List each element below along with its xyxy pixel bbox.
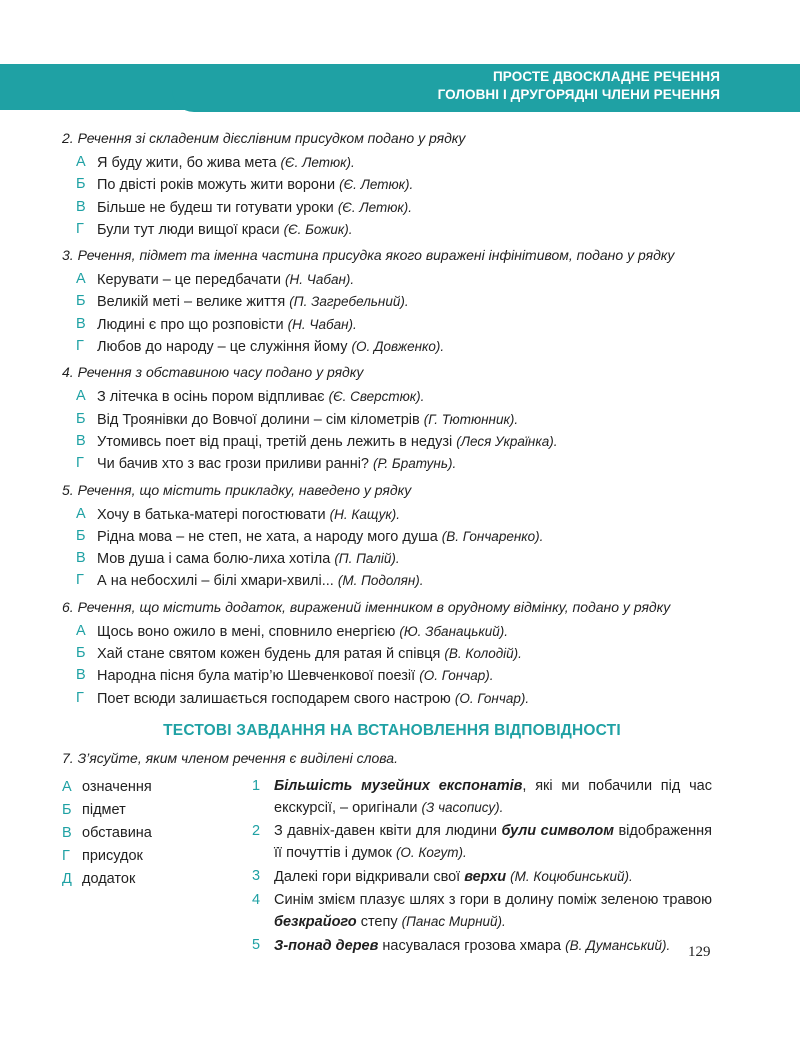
sentence-fragment: степу [356,913,402,930]
sentence-text [274,821,712,864]
chapter-header-line2: ГОЛОВНІ І ДРУГОРЯДНІ ЧЛЕНИ РЕЧЕННЯ [437,87,720,102]
sentence-number: 4 [252,891,261,908]
answer-option [62,174,722,196]
option-body [97,152,355,174]
answer-option [62,621,722,643]
option-body [97,174,413,196]
sentences-column [252,776,712,959]
answer-option [62,643,722,665]
answer-option [62,665,722,687]
option-source: (О. Довженко). [351,339,445,355]
answer-option [62,453,722,475]
answer-option [62,386,722,408]
option-source: (Є. Летюк). [280,155,355,170]
option-text: Великій меті – велике життя [97,294,290,311]
option-body [97,269,354,291]
sentence-text [274,866,712,888]
option-text: Утомивсь поет від праці, третій день лежить в недузі [97,433,457,450]
answer-option [62,336,722,358]
answer-option [62,291,722,313]
sentence-fragment: насувалася грозова хмара [378,937,566,954]
option-source: (Р. Братунь). [373,456,457,472]
matching-option [62,845,252,868]
answer-option [62,526,722,548]
matching-letter: Б [62,801,72,818]
matching-term: означення [82,778,152,795]
option-source: (Є. Летюк). [337,199,412,215]
option-text: Рідна мова – не степ, не хата, а народу мого душа [97,528,442,545]
option-text: Від Троянівки до Вовчої долини – сім кілометрів [97,411,424,428]
option-body [97,526,543,548]
option-text: По двісті років можуть жити ворони [97,177,340,194]
option-letter: А [76,388,86,405]
option-text: Я буду жити, бо жива мета [97,155,281,171]
matching-option [62,799,252,822]
questions-list [62,128,722,710]
sentence-fragment: , які ми побачили під час екскурсії, – оригінали [274,777,712,816]
option-text: Людині є про що розповісти [97,316,288,333]
option-letter: А [76,271,86,288]
option-letter: Г [76,220,84,237]
option-source: (М. Подолян). [337,573,424,589]
option-letter: В [76,432,86,449]
option-text: Поет всюди залишається господарем свого настрою [97,690,455,707]
option-body [97,314,357,336]
option-letter: В [76,198,86,215]
section-heading: ТЕСТОВІ ЗАВДАННЯ НА ВСТАНОВЛЕННЯ ВІДПОВІДНОСТІ [163,721,621,739]
option-source: (Є. Божик). [283,221,353,237]
option-body [97,219,353,241]
option-text: Щось воно ожило в мені, сповнило енергією [97,623,400,640]
option-letter: А [76,154,86,170]
option-letter: Б [76,293,86,310]
sentence-fragment: Синім змієм плазує шлях з гори в долину поміж зеленою травою [274,891,712,908]
page-content [62,128,722,959]
answer-option [62,409,722,431]
answer-options-column [62,776,252,959]
matching-option [62,776,252,799]
sentence-number: 3 [252,867,261,884]
answer-option [62,504,722,526]
option-source: (О. Гончар). [419,668,494,684]
sentence-fragment: відображення її почуттів і думок [274,822,712,861]
option-body [97,665,494,687]
matching-term: додаток [82,870,136,887]
option-body [97,688,529,710]
sentence-source: (З часопису). [421,799,504,815]
option-body [97,409,518,431]
option-source: (П. Палій). [334,551,400,567]
option-body [97,453,456,475]
option-letter: Б [76,176,86,193]
matching-sentence [252,935,712,957]
answer-option [62,431,722,453]
option-source: (О. Гончар). [454,690,530,706]
option-body [97,548,400,570]
sentence-number: 1 [252,777,261,794]
answer-options [62,504,722,593]
answer-options [62,621,722,710]
matching-option [62,822,252,845]
answer-option [62,548,722,570]
matching-term: підмет [82,801,126,818]
sentence-number: 2 [252,822,261,839]
matching-term: обставина [82,824,152,841]
option-letter: Г [76,689,84,706]
option-text: Більше не будеш ти готувати уроки [97,199,338,216]
question-prompt: 3. Речення, підмет та іменна частина присудка якого виражені інфінітивом, подано у рядку [62,247,675,264]
option-source: (Є. Летюк). [339,177,414,193]
option-letter: Г [76,572,84,589]
chapter-header-line1: ПРОСТЕ ДВОСКЛАДНЕ РЕЧЕННЯ [492,69,720,84]
option-text: Мов душа і сама болю-лиха хотіла [97,551,335,568]
matching-letter: В [62,824,72,841]
option-source: (Н. Чабан). [287,316,357,332]
option-letter: Б [76,527,86,544]
answer-option [62,688,722,710]
sentence-source: (Панас Мирний). [401,913,506,929]
option-letter: А [76,505,86,522]
option-letter: В [76,315,86,332]
sentence-number: 5 [252,936,261,953]
option-text: Любов до народу – це служіння йому [97,339,352,356]
option-letter: Г [76,338,84,355]
option-source: (Ю. Збанацький). [399,623,508,639]
matching-task [62,776,722,959]
option-source: (Леся Українка). [456,433,558,449]
option-text: Були тут люди вищої краси [97,221,284,238]
option-letter: В [76,667,86,684]
option-letter: Б [76,410,86,427]
chapter-header [438,68,720,104]
highlighted-words: Більшість музейних експонатів [274,777,523,794]
question-prompt: 6. Речення, що містить додаток, виражений іменником в орудному відмінку, подано у рядку [62,598,671,615]
option-source: (В. Колодій). [444,646,522,662]
option-body [97,291,409,313]
option-body [97,386,424,408]
sentence-text [274,776,712,819]
answer-option [62,570,722,592]
answer-option [62,197,722,219]
option-text: З літечка в осінь пором відпливає [97,389,329,406]
option-source: (П. Загребельний). [289,294,409,310]
option-body [97,197,412,219]
sentence-source: (В. Думанський). [565,937,671,953]
sentence-fragment: Далекі гори відкривали свої [274,868,465,885]
sentence-text [274,935,712,957]
matching-option [62,868,252,891]
option-body [97,621,508,643]
option-body [97,643,522,665]
question-prompt: 4. Речення з обставиною часу подано у рядку [62,364,364,381]
option-text: Народна пісня була матір’ю Шевченкової поезії [97,668,420,685]
question-prompt: 2. Речення зі складеним дієслівним присудком подано у рядку [62,130,466,146]
matching-sentence [252,821,712,864]
option-source: (В. Гончаренко). [441,528,544,544]
answer-option [62,219,722,241]
matching-term: присудок [82,847,143,864]
highlighted-words: верхи [464,868,507,885]
answer-option [62,314,722,336]
answer-options [62,152,722,241]
page-number: 129 [688,944,711,960]
highlighted-words: З-понад дерев [274,937,379,954]
option-text: Хай стане святом кожен будень для ратая й співця [97,646,445,663]
answer-option [62,152,722,174]
sentence-text [274,890,712,933]
answer-options [62,269,722,358]
sentence-source: (О. Когут). [395,844,467,860]
question-prompt: 5. Речення, що містить прикладку, наведено у рядку [62,481,412,498]
sentence-source: (М. Коцюбинський). [510,868,633,884]
matching-letter: Д [62,870,72,887]
option-letter: А [76,622,86,639]
matching-letter: Г [62,847,70,864]
option-letter: В [76,550,86,567]
option-text: Хочу в батька-матері погостювати [97,506,330,523]
option-source: (Г. Тютюнник). [423,411,519,427]
option-body [97,570,424,592]
matching-sentence [252,866,712,888]
answer-option [62,269,722,291]
option-letter: Г [76,455,84,472]
matching-sentence [252,890,712,933]
option-text: А на небосхилі – білі хмари-хвилі... [97,573,338,590]
option-body [97,431,557,453]
matching-letter: А [62,778,72,795]
sentence-fragment: З давніх-давен квіти для людини [274,822,502,839]
option-source: (Є. Сверстюк). [328,389,425,405]
option-body [97,336,444,358]
option-text: Чи бачив хто з вас грози приливи ранні? [97,456,374,473]
highlighted-words: були символом [501,822,614,839]
option-source: (Н. Чабан). [285,272,355,288]
highlighted-words: безкрайого [274,913,357,930]
task7-prompt: 7. З’ясуйте, яким членом речення є виділені слова. [62,749,398,766]
answer-options [62,386,722,475]
option-body [97,504,400,526]
option-source: (Н. Кащук). [329,506,401,522]
matching-sentence [252,776,712,819]
option-text: Керувати – це передбачати [97,272,286,289]
option-letter: Б [76,645,86,662]
